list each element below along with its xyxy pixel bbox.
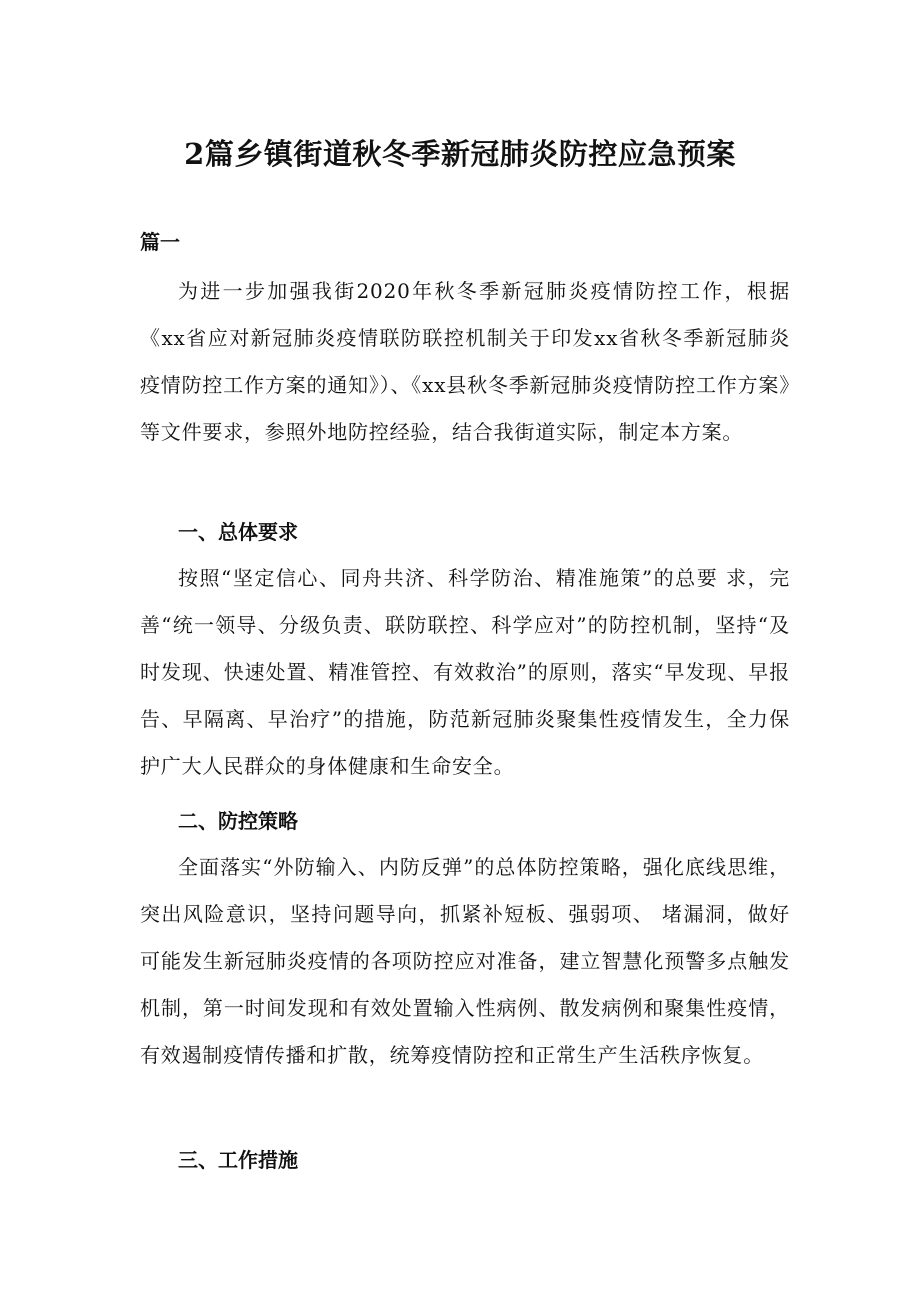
part-label: 篇一 [140, 230, 180, 254]
intro-paragraph: 为进一步加强我街2020年秋冬季新冠肺炎疫情防控工作，根据《xx省应对新冠肺炎疫情联防联控机制关于印发xx省秋冬季新冠肺炎疫情防控工作方案的通知》）、《xx县秋冬季新冠肺炎疫情防控工作方案》等文件要求，参照外地防控经验，结合我街道实际，制定本方案。 [140, 279, 790, 444]
section-body-general-requirements: 按照“坚定信心、同舟共济、科学防治、精准施策”的总要 求，完善“统一领导、分级负责、联防联控、科学应对”的防控机制，坚持“及时发现、快速处置、精准管控、有效救治”的原则，落实“早发现、早报告、早隔离、早治疗”的措施，防范新冠肺炎聚集性疫情发生，全力保护广大人民群众的身体健康和生命安全。 [140, 566, 790, 778]
section-body-prevention-strategy: 全面落实“外防输入、内防反弹”的总体防控策略，强化底线思维，突出风险意识，坚持问题导向，抓紧补短板、强弱项、 堵漏洞，做好可能发生新冠肺炎疫情的各项防控应对准备，建立智慧化预警多点触发机制，第一时间发现和有效处置输入性病例、散发病例和聚集性疫情，有效遏制疫情传播和扩散，统筹疫情防控和正常生产生活秩序恢复。 [140, 855, 790, 1067]
document-title: 2篇乡镇街道秋冬季新冠肺炎防控应急预案 [184, 137, 736, 171]
section-heading-prevention-strategy: 二、防控策略 [178, 809, 298, 833]
section-heading-work-measures: 三、工作措施 [178, 1148, 298, 1172]
section-heading-general-requirements: 一、总体要求 [178, 520, 298, 544]
